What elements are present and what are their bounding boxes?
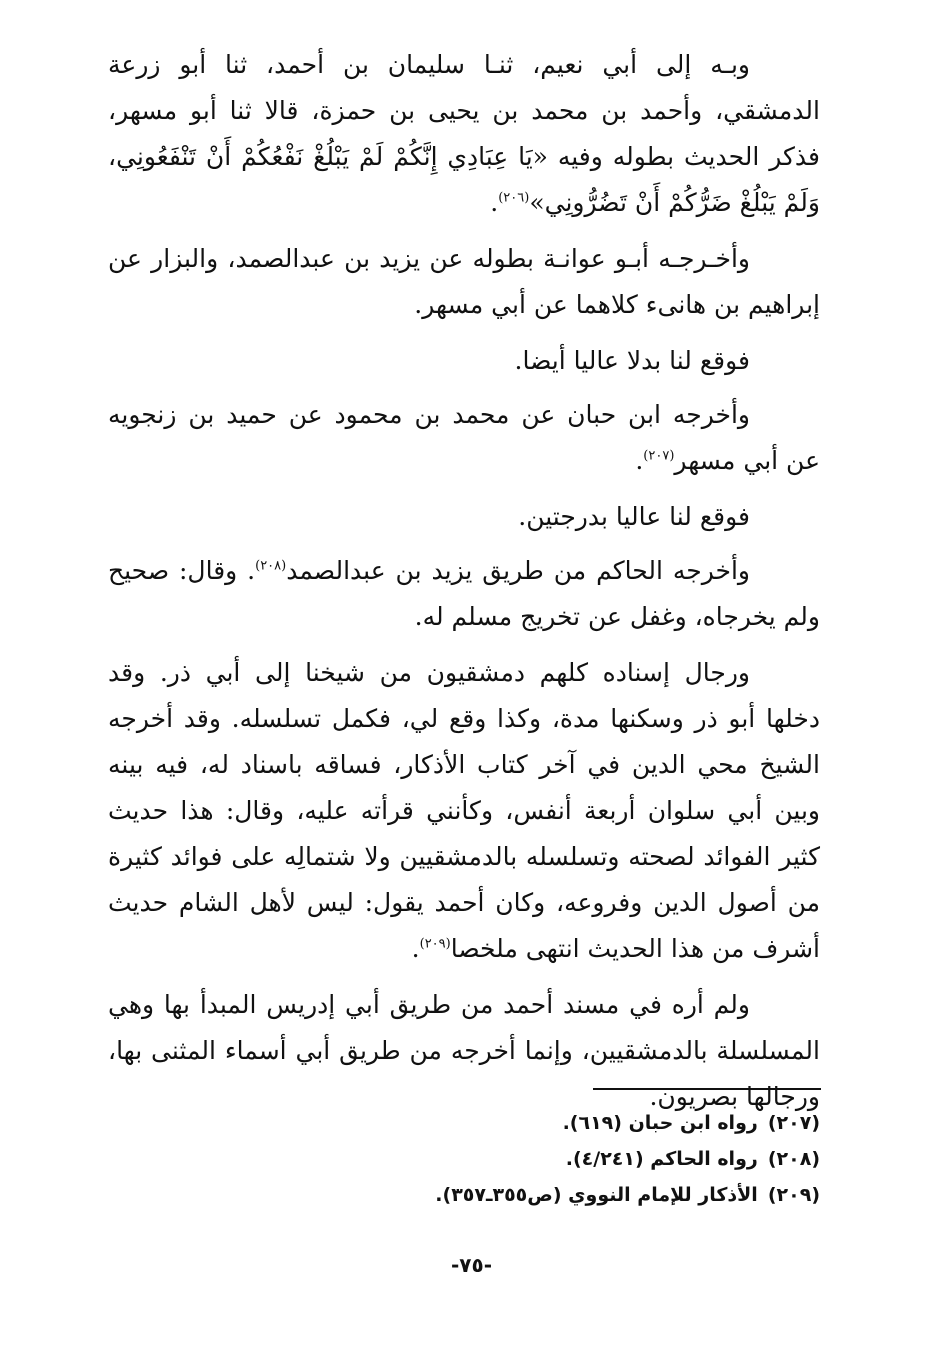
paragraph-1: وبـه إلى أبي نعيم، ثنـا سليمان بن أحمد، ثنا أبو زرعة الدمشقي، وأحمد بن محمد بن يحيى بن حمزة، قالا ثنا أبو مسهر، فذكر الحديث بطوله وفيه «يَا عِبَادِي إِنَّكُمْ لَمْ يَبْلُغْ نَفْعُكُمْ أَنْ تَنْفَعُونِي، وَلَمْ يَبْلُغْ ضَرُّكُمْ أَنْ تَضُرُّونِي»$^{(٢٠٦)}$. bbox=[108, 50, 820, 217]
footnote-ref-206: (٢٠٦) bbox=[498, 190, 530, 206]
paragraph-4: وأخرجه ابن حبان عن محمد بن محمود عن حميد بن زنجويه عن أبي مسهر$^{(٢٠٧)}$. bbox=[108, 400, 820, 475]
footnote-ref-207: (٢٠٧) bbox=[643, 448, 675, 464]
paragraph-5: فوقع لنا عاليا بدرجتين. bbox=[518, 502, 750, 531]
footnote-ref-208: (٢٠٨) bbox=[255, 558, 287, 574]
paragraph-3: فوقع لنا بدلا عاليا أيضا. bbox=[514, 346, 750, 375]
page-number: -٧٥- bbox=[450, 1253, 493, 1277]
paragraph-6: وأخرجه الحاكم من طريق يزيد بن عبدالصمد$^{(٢٠٨)}$. وقال: صحيح ولم يخرجاه، وغفل عن تخريج مسلم له. bbox=[108, 556, 820, 631]
footnote-ref-209: (٢٠٩) bbox=[419, 936, 451, 952]
footnotes bbox=[108, 1105, 820, 1213]
paragraph-7: ورجال إسناده كلهم دمشقيون من شيخنا إلى أبي ذر. وقد دخلها أبو ذر وسكنها مدة، وكذا وقع لي، فكمل تسلسله. وقد أخرجه الشيخ محي الدين في آخر كتاب الأذكار، فساقه باسناد له، فيه بينه وبين أبي سلوان أربعة أنفس، وكأنني قرأته عليه، وقال: هذا حديث كثير الفوائد لصحته وتسلسله بالدمشقيين ولا شتمالِه على فوائد كثيرة من أصول الدين وفروعه، وكان أحمد يقول: ليس لأهل الشام حديث أشرف من هذا الحديث انتهى ملخصا$^{(٢٠٩)}$. bbox=[108, 658, 820, 963]
main-text bbox=[108, 42, 820, 1130]
footnote-207: (٢٠٧)رواه ابن حبان (٦١٩). bbox=[562, 1112, 820, 1134]
paragraph-2: وأخـرجـه أبـو عوانـة بطوله عن يزيد بن عبدالصمد، والبزار عن إبراهيم بن هانىء كلاهما عن أبي مسهر. bbox=[108, 244, 820, 319]
footnote-208: (٢٠٨)رواه الحاكم (٤/٢٤١). bbox=[565, 1148, 820, 1170]
footnote-separator bbox=[593, 1088, 821, 1090]
footnote-209: (٢٠٩)الأذكار للإمام النووي (ص٣٥٥ـ٣٥٧). bbox=[435, 1184, 820, 1206]
paragraph-8: ولم أره في مسند أحمد من طريق أبي إدريس المبدأ بها وهي المسلسلة بالدمشقيين، وإنما أخرجه من طريق أبي أسماء المثنى بها، ورجالها بصريون. bbox=[108, 990, 820, 1111]
